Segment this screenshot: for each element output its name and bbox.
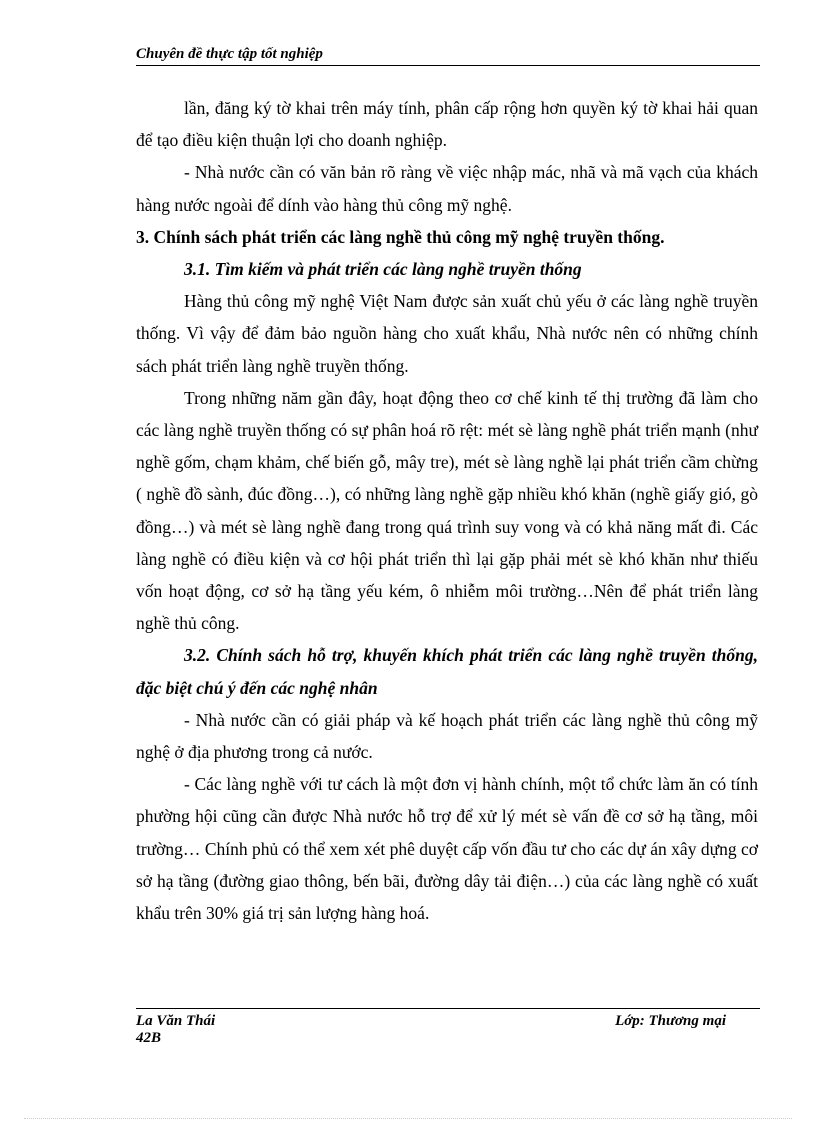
page-bottom-dotted-line [24, 1118, 792, 1119]
subsection-heading-3-1: 3.1. Tìm kiếm và phát triển các làng nghề truyền thống [184, 259, 582, 280]
paragraph-1: lần, đăng ký tờ khai trên máy tính, phân cấp rộng hơn quyền ký tờ khai hải quan để tạo điều kiện thuận lợi cho doanh nghiệp. [136, 98, 758, 151]
section-heading-3: 3. Chính sách phát triển các làng nghề thủ công mỹ nghệ truyền thống. [136, 226, 665, 247]
header-title: Chuyên đề thực tập tốt nghiệp [136, 46, 323, 62]
footer-cohort: 42B [136, 1030, 162, 1046]
subsection-heading-3-2: 3.2. Chính sách hỗ trợ, khuyến khích phát triển các làng nghề truyền thống, đặc biệt chú ý đến các nghệ nhân [136, 645, 758, 698]
paragraph-5: - Nhà nước cần có giải pháp và kế hoạch phát triển các làng nghề thủ công mỹ nghệ ở địa phương trong cả nước. [136, 709, 758, 763]
footer-class: Lớp: Thương mại [615, 1013, 726, 1029]
document-body [136, 92, 758, 929]
paragraph-2: - Nhà nước cần có văn bản rõ ràng về việc nhập mác, nhã và mã vạch của khách hàng nước ngoài để dính vào hàng thủ công mỹ nghệ. [136, 162, 758, 215]
footer-author: La Văn Thái [136, 1013, 216, 1029]
paragraph-4: Trong những năm gần đây, hoạt động theo cơ chế kinh tế thị trường đã làm cho các làng nghề truyền thống có sự phân hoá rõ rệt: mét sè làng nghề phát triển mạnh (như nghề gốm, chạm khảm, chế biến gỗ, mây tre), mét sè làng nghề lại phát triển cầm chừng ( nghề đồ sành, đúc đồng…), có những làng nghề gặp nhiều khó khăn (nghề giấy gió, gò đồng…) và mét sè làng nghề đang trong quá trình suy vong và có khả năng mất đi. Các làng nghề có điều kiện và cơ hội phát triển thì lại gặp phải mét sè khó khăn như thiếu vốn hoạt động, cơ sở hạ tầng yếu kém, ô nhiễm môi trường…Nên để phát triển làng nghề thủ công. [136, 387, 758, 634]
paragraph-6: - Các làng nghề với tư cách là một đơn vị hành chính, một tổ chức làm ăn có tính phường hội cũng cần được Nhà nước hỗ trợ để xử lý mét sè vấn đề cơ sở hạ tầng, môi trường… Chính phủ có thể xem xét phê duyệt cấp vốn đầu tư cho các dự án xây dựng cơ sở hạ tầng (đường giao thông, bến bãi, đường dây tải điện…) của các làng nghề có xuất khẩu trên 30% giá trị sản lượng hàng hoá. [136, 774, 758, 924]
page-footer [136, 1008, 760, 1047]
page-header [136, 46, 760, 66]
paragraph-3: Hàng thủ công mỹ nghệ Việt Nam được sản xuất chủ yếu ở các làng nghề truyền thống. Vì vậy để đảm bảo nguồn hàng cho xuất khẩu, Nhà nước nên có những chính sách phát triển làng nghề truyền thống. [136, 291, 758, 376]
